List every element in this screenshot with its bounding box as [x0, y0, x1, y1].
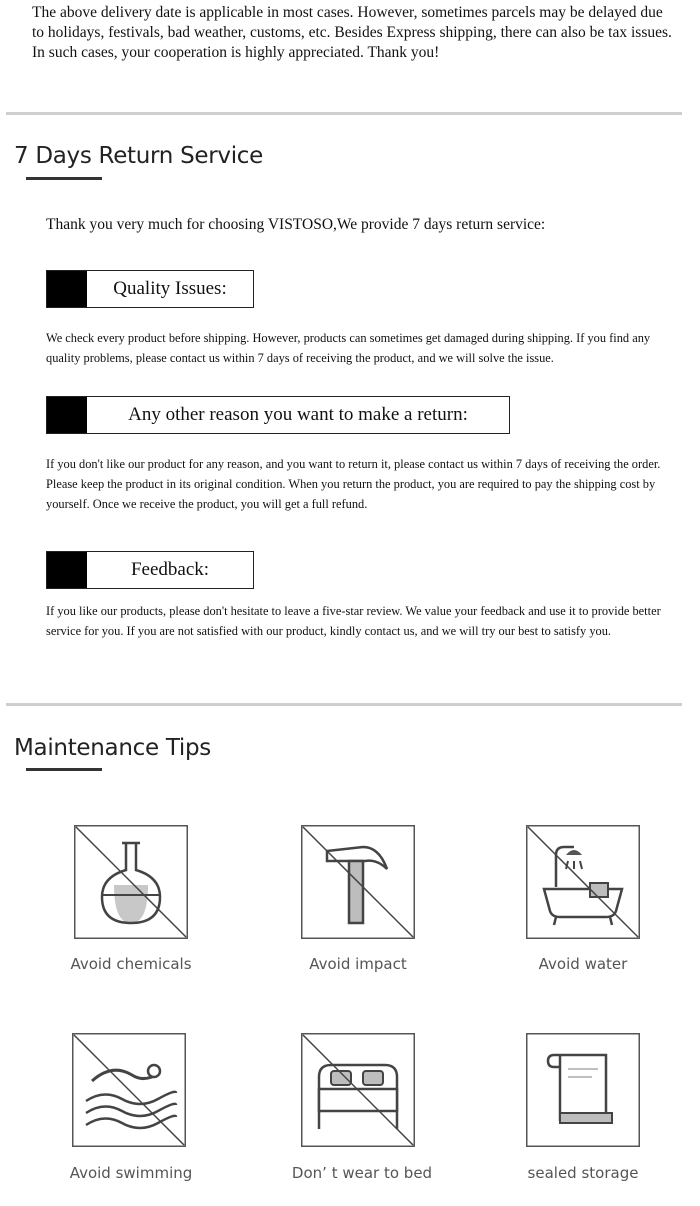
title-underline — [26, 177, 102, 180]
tip-label-water: Avoid water — [538, 955, 628, 973]
tip-label-bed: Don’ t wear to bed — [291, 1164, 433, 1182]
feedback-text: If you like our products, please don't hesitate to leave a five-star review. We value your feedback and use it to provide better service for you. If you are not satisfied with our product, kindly contact us, and we will try our best to satisfy you. — [46, 604, 661, 638]
scroll-icon — [526, 1033, 640, 1147]
bed-icon — [301, 1033, 415, 1147]
other-reason-text: If you don't like our product for any reason, and you want to return it, please contact us within 7 days of receiving the order. Please keep the product in its original condition. When you return the product, you are required to pay the shipping cost by yourself. Once we receive the product, you will get a full refund. — [46, 457, 661, 511]
title-underline — [26, 768, 102, 771]
other-reason-label: Any other reason you want to make a return: — [128, 404, 468, 425]
bathtub-shower-icon — [526, 825, 640, 939]
feedback-label: Feedback: — [130, 559, 210, 580]
section-divider — [6, 703, 682, 706]
quality-issues-label-box — [46, 270, 254, 308]
return-section-title: 7 Days Return Service — [14, 143, 263, 169]
other-reason-label-box — [46, 396, 510, 434]
label-marker — [47, 271, 87, 307]
quality-issues-text: We check every product before shipping. However, products can sometimes get damaged during shipping. If you find any quality problems, please contact us within 7 days of receiving the product, and we will solve the issue. — [46, 331, 651, 365]
quality-issues-label: Quality Issues: — [113, 278, 227, 299]
maintenance-title: Maintenance Tips — [14, 735, 211, 761]
tip-label-chemicals: Avoid chemicals — [70, 955, 192, 973]
hammer-icon — [301, 825, 415, 939]
label-marker — [47, 397, 87, 433]
delivery-note: The above delivery date is applicable in most cases. However, sometimes parcels may be delayed due to holidays, festivals, bad weather, customs, etc. Besides Express shipping, there can also be tax issues. In such cases, your cooperation is highly appreciated. Thank you! — [32, 4, 672, 61]
label-marker — [47, 552, 87, 588]
tip-label-impact: Avoid impact — [309, 955, 407, 973]
tip-label-swimming: Avoid swimming — [69, 1164, 193, 1182]
swimmer-icon — [72, 1033, 186, 1147]
flask-icon — [74, 825, 188, 939]
tip-label-storage: sealed storage — [527, 1164, 639, 1182]
return-thanks-text: Thank you very much for choosing VISTOSO,We provide 7 days return service: — [46, 216, 546, 233]
section-divider — [6, 112, 682, 115]
feedback-label-box — [46, 551, 254, 589]
